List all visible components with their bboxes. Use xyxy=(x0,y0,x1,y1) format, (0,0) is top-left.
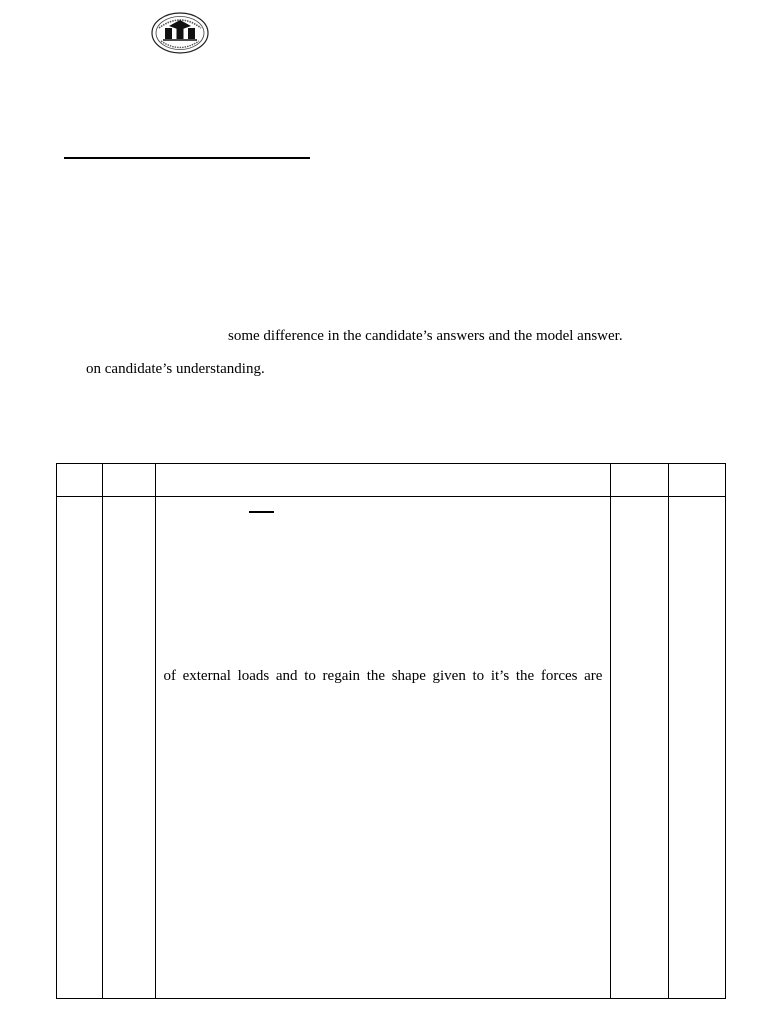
cell-total-marks xyxy=(668,497,725,999)
answer-table xyxy=(56,463,726,999)
header-cell-sub-question xyxy=(103,464,156,497)
cell-marks xyxy=(611,497,668,999)
header-cell-marks xyxy=(611,464,668,497)
cell-sub-question xyxy=(103,497,156,999)
table-header-row xyxy=(57,464,726,497)
title-underline xyxy=(64,157,310,159)
instruction-line-1: some difference in the candidate’s answers and the model answer. xyxy=(228,328,623,344)
instruction-line-2: on candidate’s understanding. xyxy=(86,361,265,377)
heading-underline xyxy=(249,511,274,513)
header-cell-answer xyxy=(156,464,611,497)
cell-answer xyxy=(156,497,611,999)
answer-text: of external loads and to regain the shape given to it’s the forces are xyxy=(163,668,603,684)
header-cell-total-marks xyxy=(668,464,725,497)
cell-question-no xyxy=(57,497,103,999)
board-seal-icon xyxy=(147,8,213,58)
header-cell-question-no xyxy=(57,464,103,497)
table-row xyxy=(57,497,726,999)
